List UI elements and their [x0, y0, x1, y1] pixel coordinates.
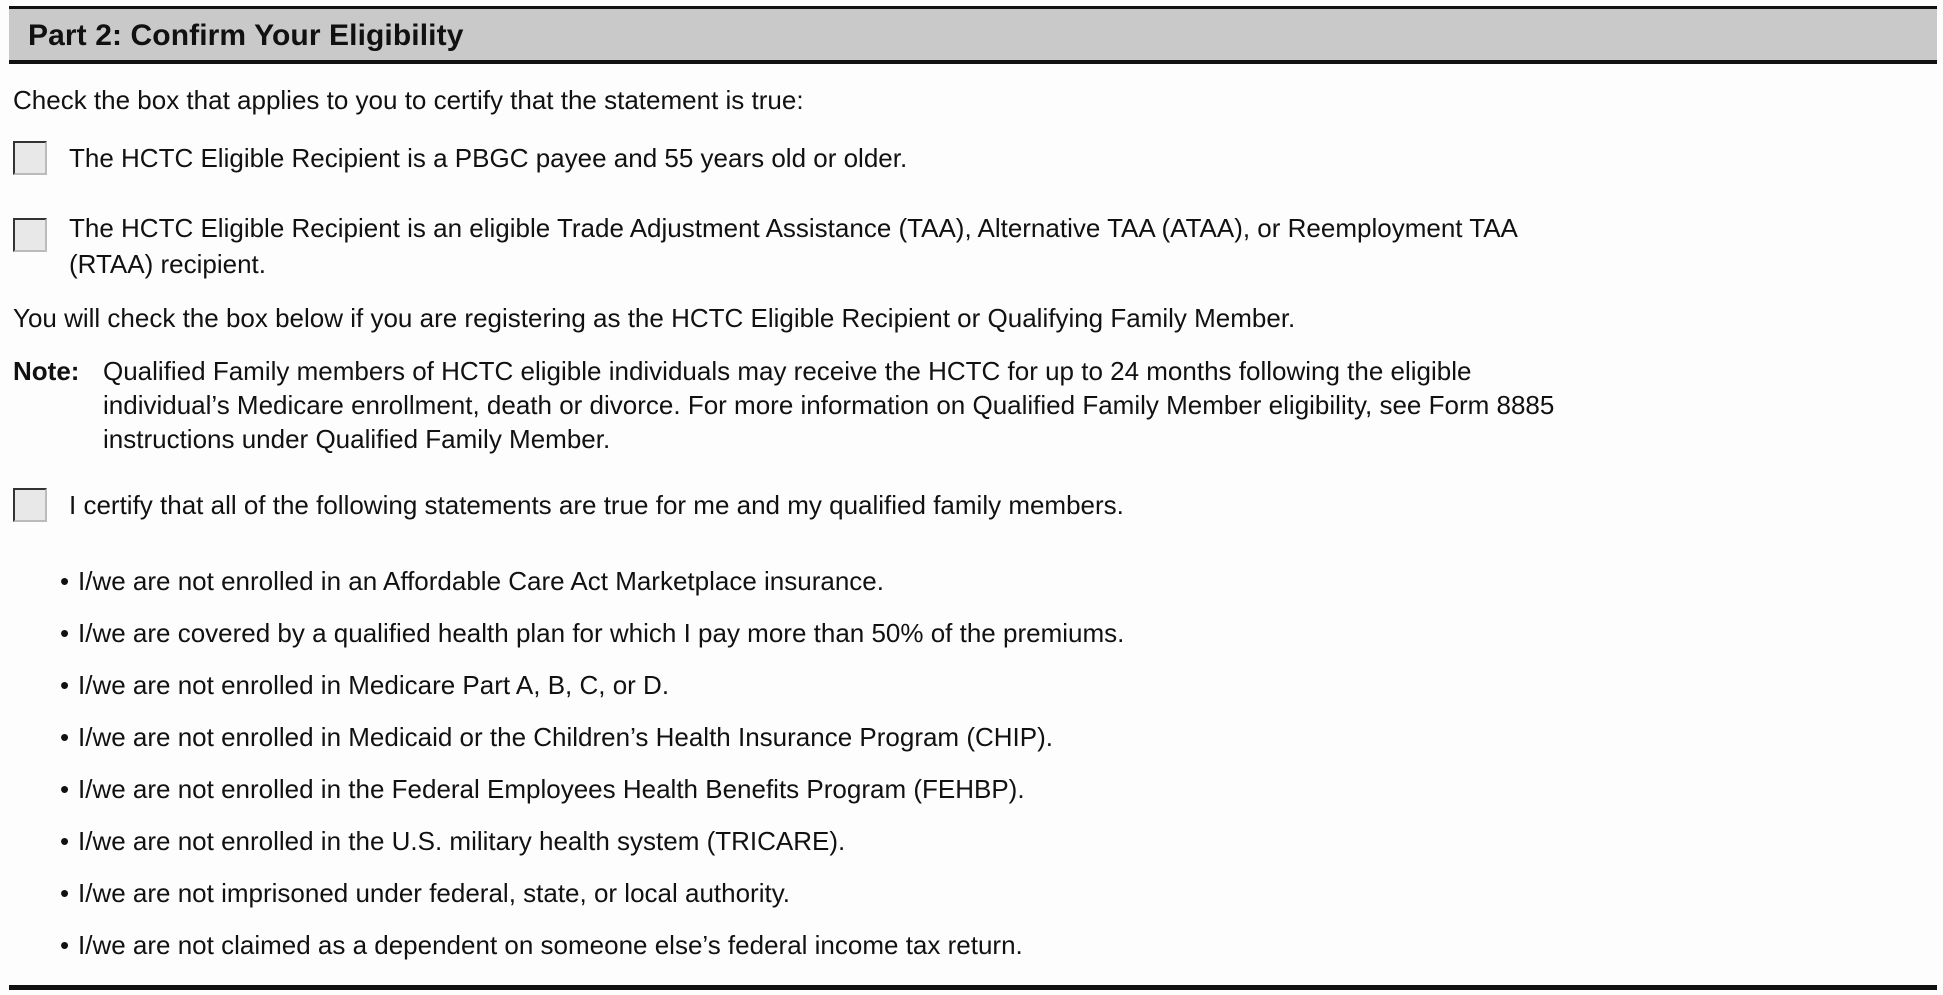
note-label: Note:	[13, 356, 80, 386]
list-item	[60, 825, 1124, 877]
bottom-divider	[9, 985, 1937, 990]
list-item	[60, 565, 1124, 617]
statement-text: I/we are not claimed as a dependent on someone else’s federal income tax return.	[78, 930, 1023, 960]
instruction-text: Check the box that applies to you to certify that the statement is true:	[13, 85, 804, 115]
taa-recipient-checkbox[interactable]	[13, 218, 47, 252]
list-item	[60, 617, 1124, 669]
list-item	[60, 773, 1124, 825]
list-item	[60, 929, 1124, 981]
certify-label: I certify that all of the following statements are true for me and my qualified family members.	[69, 490, 1124, 520]
statement-text: I/we are not enrolled in Medicaid or the Children’s Health Insurance Program (CHIP).	[78, 722, 1053, 752]
bullet-icon: •	[60, 878, 70, 908]
bullet-icon: •	[60, 670, 70, 700]
taa-recipient-label-line1: The HCTC Eligible Recipient is an eligible Trade Adjustment Assistance (TAA), Alternative TAA (ATAA), or Reemployment TAA	[69, 213, 1518, 243]
statement-text: I/we are not enrolled in an Affordable Care Act Marketplace insurance.	[78, 566, 884, 596]
bullet-icon: •	[60, 618, 70, 648]
pbgc-payee-checkbox[interactable]	[13, 141, 47, 175]
statement-text: I/we are not enrolled in the U.S. military health system (TRICARE).	[78, 826, 846, 856]
certification-statements-list	[60, 565, 1124, 981]
statement-text: I/we are not enrolled in the Federal Employees Health Benefits Program (FEHBP).	[78, 774, 1025, 804]
list-item	[60, 669, 1124, 721]
note-line-1: Qualified Family members of HCTC eligible individuals may receive the HCTC for up to 24 months following the eligible	[103, 356, 1472, 386]
pbgc-payee-label: The HCTC Eligible Recipient is a PBGC payee and 55 years old or older.	[69, 143, 908, 173]
bullet-icon: •	[60, 826, 70, 856]
section-title: Part 2: Confirm Your Eligibility	[28, 19, 464, 52]
certify-checkbox[interactable]	[13, 488, 47, 522]
statement-text: I/we are not enrolled in Medicare Part A, B, C, or D.	[78, 670, 670, 700]
statement-text: I/we are not imprisoned under federal, state, or local authority.	[78, 878, 791, 908]
note-line-2: individual’s Medicare enrollment, death or divorce. For more information on Qualified Family Member eligibility, see Form 8885	[103, 390, 1555, 420]
statement-text: I/we are covered by a qualified health plan for which I pay more than 50% of the premiums.	[78, 618, 1125, 648]
list-item	[60, 877, 1124, 929]
list-item	[60, 721, 1124, 773]
section-header	[9, 6, 1937, 64]
note-line-3: instructions under Qualified Family Member.	[103, 424, 611, 454]
registration-instruction: You will check the box below if you are registering as the HCTC Eligible Recipient or Qualifying Family Member.	[13, 303, 1296, 333]
bullet-icon: •	[60, 722, 70, 752]
taa-recipient-label-line2: (RTAA) recipient.	[69, 249, 266, 279]
bullet-icon: •	[60, 774, 70, 804]
bullet-icon: •	[60, 566, 70, 596]
bullet-icon: •	[60, 930, 70, 960]
